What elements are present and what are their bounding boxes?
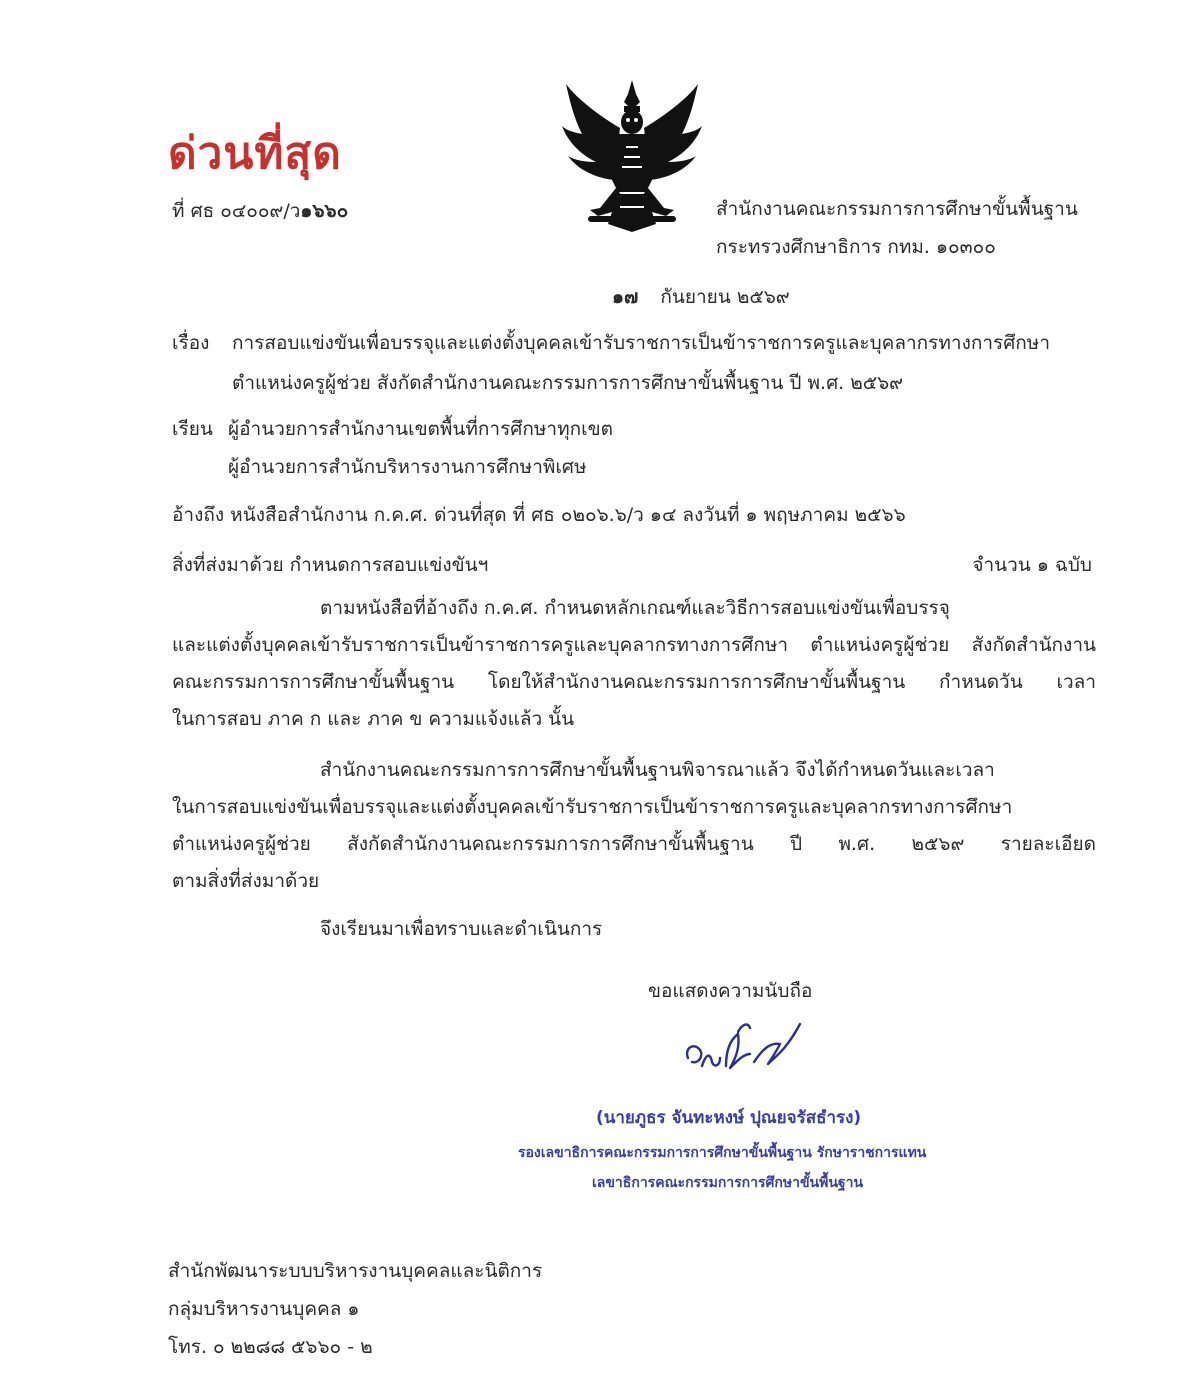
paragraph-line: ตามสิ่งที่ส่งมาด้วย: [172, 870, 320, 892]
paragraph-line: ในการสอบแข่งขันเพื่อบรรจุและแต่งตั้งบุคคลเข้ารับราชการเป็นข้าราชการครูและบุคลากรทางการศึกษา: [172, 796, 1013, 818]
handwritten-signature: [680, 1010, 810, 1080]
document-number: [172, 196, 348, 226]
subject-label: เรื่อง: [172, 332, 210, 354]
reference-line: อ้างถึง หนังสือสำนักงาน ก.ค.ศ. ด่วนที่สุด ที่ ศธ ๐๒๐๖.๖/ว ๑๔ ลงวันที่ ๑ พฤษภาคม ๒๕๖๖: [172, 504, 906, 526]
footer-department: สำนักพัฒนาระบบบริหารงานบุคคลและนิติการ: [168, 1260, 543, 1282]
footer-phone: โทร. ๐ ๒๒๘๘ ๕๖๖๐ - ๒: [168, 1336, 373, 1358]
date-day: ๑๗: [612, 286, 639, 308]
signer-title-line-1: รองเลขาธิการคณะกรรมการการศึกษาขั้นพื้นฐาน รักษาราชการแทน: [518, 1145, 927, 1161]
urgency-stamp: ด่วนที่สุด: [168, 128, 342, 179]
signer-title-line-2: เลขาธิการคณะกรรมการการศึกษาขั้นพื้นฐาน: [592, 1175, 864, 1191]
footer-group: กลุ่มบริหารงานบุคคล ๑: [168, 1298, 360, 1320]
paragraph-line: คณะกรรมการการศึกษาขั้นพื้นฐาน โดยให้สำนักงานคณะกรรมการการศึกษาขั้นพื้นฐาน กำหนดวัน เวลา: [172, 671, 1096, 693]
body-paragraph-2: [172, 752, 1096, 900]
office-name: สำนักงานคณะกรรมการการศึกษาขั้นพื้นฐาน: [716, 198, 1078, 220]
paragraph-line: ตามหนังสือที่อ้างถึง ก.ค.ศ. กำหนดหลักเกณฑ์และวิธีการสอบแข่งขันเพื่อบรรจุ: [320, 597, 950, 619]
paragraph-line: และแต่งตั้งบุคคลเข้ารับราชการเป็นข้าราชการครูและบุคลากรทางการศึกษา ตำแหน่งครูผู้ช่วย สังกัดสำนักงาน: [172, 634, 1096, 656]
office-address: กระทรวงศึกษาธิการ กทม. ๑๐๓๐๐: [716, 236, 996, 258]
subject-line-2: ตำแหน่งครูผู้ช่วย สังกัดสำนักงานคณะกรรมการการศึกษาขั้นพื้นฐาน ปี พ.ศ. ๒๕๖๙: [232, 372, 904, 394]
paragraph-line: สำนักงานคณะกรรมการการศึกษาขั้นพื้นฐานพิจารณาแล้ว จึงได้กำหนดวันและเวลา: [320, 759, 995, 781]
date-month-year: กันยายน ๒๕๖๙: [660, 286, 790, 308]
signer-name: (นายภูธร จันทะหงษ์ ปุณยจรัสธำรง): [596, 1108, 862, 1128]
document-number-prefix: ที่ ศธ ๐๔๐๐๙/ว: [172, 200, 301, 222]
enclosure-count: จำนวน ๑ ฉบับ: [972, 554, 1092, 576]
letter-date: [612, 282, 790, 312]
recipient-label: เรียน: [172, 418, 213, 440]
document-number-suffix: ๑๖๖๐: [300, 200, 349, 222]
closing-request: จึงเรียนมาเพื่อทราบและดำเนินการ: [320, 918, 603, 940]
garuda-emblem: [560, 76, 704, 236]
body-paragraph-1: [172, 590, 1096, 738]
recipient-line-2: ผู้อำนวยการสำนักบริหารงานการศึกษาพิเศษ: [228, 456, 587, 478]
enclosure-line: สิ่งที่ส่งมาด้วย กำหนดการสอบแข่งขันฯ: [172, 554, 489, 576]
recipient-line-1: ผู้อำนวยการสำนักงานเขตพื้นที่การศึกษาทุกเขต: [228, 418, 613, 440]
subject-line-1: การสอบแข่งขันเพื่อบรรจุและแต่งตั้งบุคคลเข้ารับราชการเป็นข้าราชการครูและบุคลากรทางการศึกษา: [232, 332, 1050, 354]
paragraph-line: ตำแหน่งครูผู้ช่วย สังกัดสำนักงานคณะกรรมการการศึกษาขั้นพื้นฐาน ปี พ.ศ. ๒๕๖๙ รายละเอียด: [172, 833, 1096, 855]
regards-text: ขอแสดงความนับถือ: [648, 980, 813, 1002]
paragraph-line: ในการสอบ ภาค ก และ ภาค ข ความแจ้งแล้ว นั้น: [172, 708, 575, 730]
